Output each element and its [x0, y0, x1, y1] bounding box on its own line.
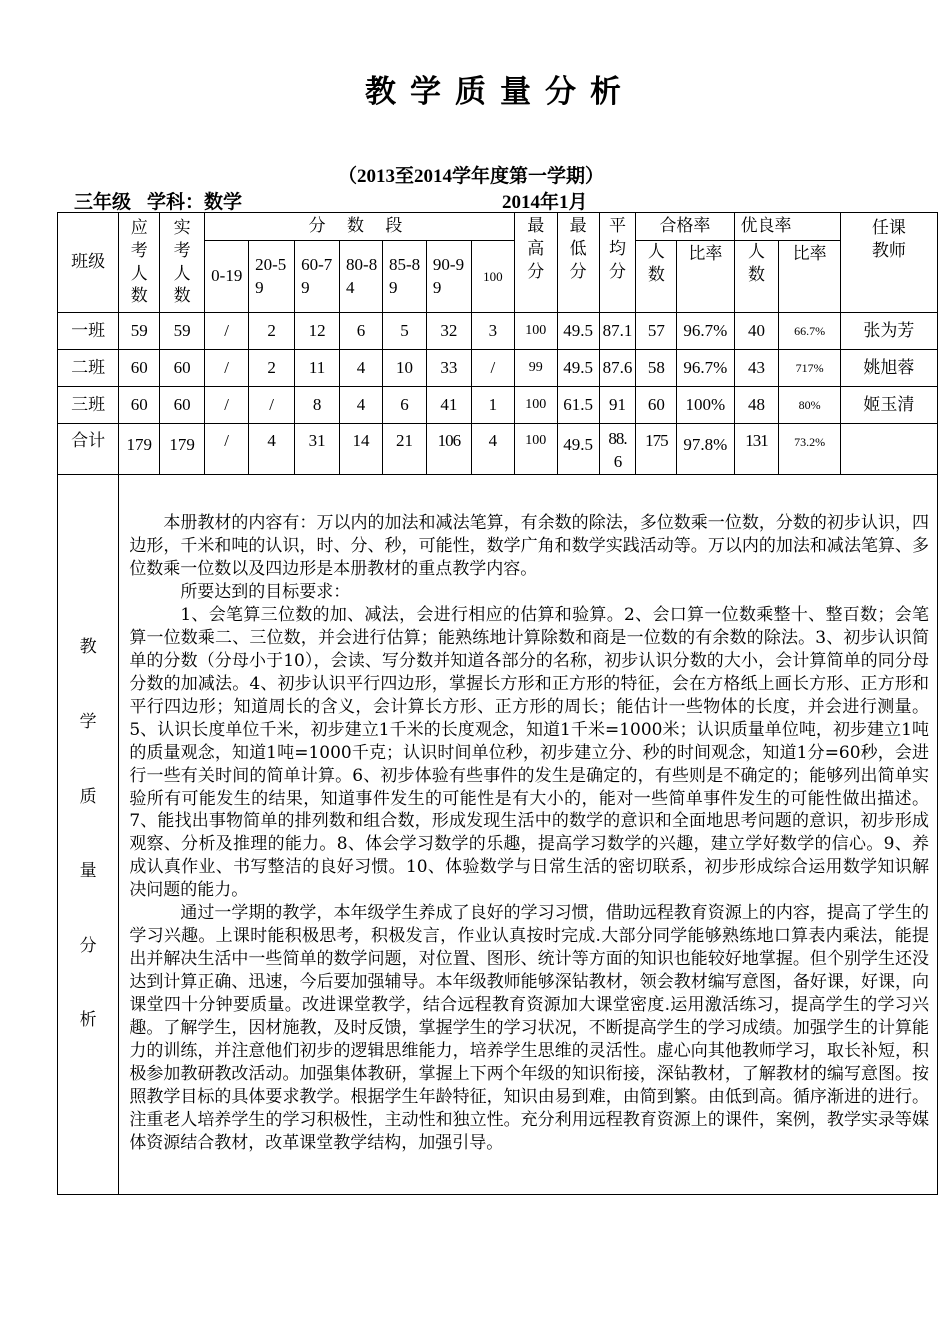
cell-pass-n: 58: [636, 350, 677, 387]
cell-class: 二班: [58, 350, 119, 387]
cell-avg: 87.6: [599, 350, 636, 387]
cell-pass-n: 60: [636, 387, 677, 424]
header-should-take: [119, 213, 160, 313]
header-segments: 分 数 段: [205, 213, 515, 241]
cell-class: 合计: [58, 424, 119, 475]
analysis-body: [119, 474, 938, 1194]
cell-exc-r: 73.2%: [779, 424, 840, 475]
analysis-label-char: 质: [79, 786, 97, 807]
analysis-row: [58, 474, 938, 1194]
segment-90-99: 90-99: [426, 241, 471, 313]
cell-max: 100: [514, 387, 557, 424]
analysis-label-char: 分: [79, 935, 97, 956]
header-pass-ratio: 比率: [677, 241, 734, 313]
cell-teacher: [840, 424, 937, 475]
cell-s1: 2: [249, 350, 295, 387]
cell-s2: 11: [295, 350, 340, 387]
header-min: [557, 213, 599, 313]
segment-80-84: 80-84: [340, 241, 383, 313]
cell-s0: /: [205, 424, 249, 475]
header-teacher: [840, 213, 937, 313]
header-pass-people: [636, 241, 677, 313]
cell-s3: 14: [340, 424, 383, 475]
analysis-label-char: 量: [79, 861, 97, 882]
cell-s2: 31: [295, 424, 340, 475]
cell-exc-r: 717%: [779, 350, 840, 387]
subject-label: 学科：数学: [147, 191, 243, 213]
cell-s4: 6: [382, 387, 426, 424]
header-should-take-text: 应考人数: [130, 217, 148, 307]
header-max: [514, 213, 557, 313]
cell-max: 100: [514, 313, 557, 350]
cell-class: 三班: [58, 387, 119, 424]
cell-exc-n: 40: [734, 313, 779, 350]
cell-s5: 33: [426, 350, 471, 387]
cell-min: 49.5: [557, 313, 599, 350]
segment-20-59: 20-59: [249, 241, 295, 313]
cell-s0: /: [205, 350, 249, 387]
grade-label: 三年级: [74, 191, 132, 213]
page-title: 教学质量分析: [365, 74, 635, 110]
cell-s4: 21: [382, 424, 426, 475]
header-actual-take-text: 实考人数: [173, 217, 191, 307]
cell-s1: 2: [249, 313, 295, 350]
analysis-paragraph: 本册教材的内容有：万以内的加法和减法笔算，有余数的除法，多位数乘一位数，分数的初步认识，四边形，千米和吨的认识，时、分、秒，可能性，数学广角和数学实践活动等。万以内的加法和减法笔算、多位数乘一位数以及四边形是本册教材的重点教学内容。: [129, 513, 929, 580]
header-pass-rate: 合格率: [636, 213, 734, 241]
header-max-text: 最高分: [527, 216, 545, 282]
cell-s6: 1: [471, 387, 514, 424]
table-row: [58, 387, 938, 424]
cell-teacher: 姚旭蓉: [840, 350, 937, 387]
cell-min: 49.5: [557, 350, 599, 387]
semester-subtitle: （2013至2014学年度第一学期）: [338, 166, 605, 187]
grade-subject: [74, 187, 242, 214]
cell-pass-r: 96.7%: [677, 313, 734, 350]
cell-s3: 4: [340, 387, 383, 424]
cell-pass-n: 57: [636, 313, 677, 350]
cell-avg: 91: [599, 387, 636, 424]
cell-should: 179: [119, 424, 160, 475]
header-exc-people: [734, 241, 779, 313]
cell-should: 60: [119, 387, 160, 424]
cell-pass-n: 175: [636, 424, 677, 475]
report-date: 2014年1月: [502, 192, 588, 213]
header-class: 班级: [58, 213, 119, 313]
header-exc-ratio: 比率: [779, 241, 840, 313]
header-min-text: 最低分: [569, 216, 587, 282]
header-avg-text: 平均分: [609, 216, 626, 282]
analysis-label-char: 析: [79, 1010, 97, 1031]
cell-s0: /: [205, 387, 249, 424]
cell-s3: 4: [340, 350, 383, 387]
cell-s6: /: [471, 350, 514, 387]
cell-s0: /: [205, 313, 249, 350]
cell-s4: 10: [382, 350, 426, 387]
table-row: [58, 350, 938, 387]
cell-exc-r: 80%: [779, 387, 840, 424]
cell-s2: 12: [295, 313, 340, 350]
cell-s3: 6: [340, 313, 383, 350]
analysis-paragraph: 通过一学期的教学，本年级学生养成了良好的学习习惯，借助远程教育资源上的内容，提高了学生的学习兴趣。上课时能积极思考，积极发言，作业认真按时完成.大部分同学能够熟练地口算表内乘法，能提出并解决生活中一些简单的数学问题，对位置、图形、统计等方面的知识也能较好地掌握。但个别学生还没达到计算正确、迅速，今后要加强辅导。本年级教师能够深钻教材，领会教材编写意图，备好课，好课，向课堂四十分钟要质量。改进课堂教学，结合远程教育资源加大课堂密度.运用激活练习，提高学生的学习兴趣。了解学生，因材施教，及时反馈，掌握学生的学习状况，不断提高学生的学习成绩。加强学生的计算能力的训练，并注意他们初步的逻辑思维能力，培养学生思维的灵活性。虚心向其他教师学习，取长补短，积极参加教研教改活动。加强集体教研，掌握上下两个年级的知识衔接，深钻教材，了解教材的编写意图。按照教学目标的具体要求教学。根据学生年龄特征，知识由易到难，由简到繁。由低到高。循序渐进的进行。注重老人培养学生的学习积极性，主动性和独立性。充分利用远程教育资源上的课件，案例，教学实录等媒体资源结合教材，改革课堂教学结构，加强引导。: [129, 903, 929, 1153]
cell-actual: 60: [160, 387, 205, 424]
cell-s6: 3: [471, 313, 514, 350]
cell-pass-r: 100%: [677, 387, 734, 424]
cell-s5: 32: [426, 313, 471, 350]
cell-min: 61.5: [557, 387, 599, 424]
cell-s6: 4: [471, 424, 514, 475]
analysis-label-stack: [58, 639, 118, 1029]
header-avg: [599, 213, 636, 313]
cell-actual: 60: [160, 350, 205, 387]
cell-s5: 41: [426, 387, 471, 424]
cell-s4: 5: [382, 313, 426, 350]
quality-table: [57, 212, 938, 1195]
segment-85-89: 85-89: [382, 241, 426, 313]
header-teacher-text: 任课教师: [871, 218, 906, 261]
header-pass-people-text: 人数: [647, 242, 665, 285]
cell-class: 一班: [58, 313, 119, 350]
analysis-paragraph: 1、会笔算三位数的加、减法，会进行相应的估算和验算。2、会口算一位数乘整十、整百数；会笔算一位数乘二、三位数，并会进行估算；能熟练地计算除数和商是一位数的有余数的除法。3、初步认识简单的分数（分母小于10），会读、写分数并知道各部分的名称，初步认识分数的大小，会计算简单的同分母分数的加减法。4、初步认识平行四边形，掌握长方形和正方形的特征，会在方格纸上画长方形、正方形和平行四边形；知道周长的含义，会计算长方形、正方形的周长；能估计一些物体的长度，并会进行测量。5、认识长度单位千米，初步建立1千米的长度观念，知道1千米=1000米；认识质量单位吨，初步建立1吨的质量观念，知道1吨=1000千克；认识时间单位秒，初步建立分、秒的时间观念，知道1分=60秒，会进行一些有关时间的简单计算。6、初步体验有些事件的发生是确定的，有些则是不确定的；能够列出简单实验所有可能发生的结果，知道事件发生的可能性是有大小的，能对一些简单事件发生的可能性做出描述。7、能找出事物简单的排列数和组合数，形成发现生活中的数学的意识和全面地思考问题的意识，初步形成观察、分析及推理的能力。8、体会学习数学的乐趣，提高学习数学的兴趣，建立学好数学的信心。9、养成认真作业、书写整洁的良好习惯。10、体验数学与日常生活的密切联系，初步形成综合运用数学知识解决问题的能力。: [129, 605, 929, 901]
cell-max: 99: [514, 350, 557, 387]
cell-max: 100: [514, 424, 557, 475]
analysis-label: [58, 474, 119, 1194]
cell-teacher: 姬玉清: [840, 387, 937, 424]
cell-actual: 59: [160, 313, 205, 350]
cell-min: 49.5: [557, 424, 599, 475]
cell-exc-r: 66.7%: [779, 313, 840, 350]
cell-s1: 4: [249, 424, 295, 475]
cell-s2: 8: [295, 387, 340, 424]
cell-should: 59: [119, 313, 160, 350]
segment-0-19: 0-19: [205, 241, 249, 313]
cell-actual: 179: [160, 424, 205, 475]
cell-s1: /: [249, 387, 295, 424]
header-excellent-rate: 优良率: [734, 213, 840, 241]
cell-avg: 87.1: [599, 313, 636, 350]
analysis-label-char: 学: [79, 711, 97, 732]
cell-avg: [599, 424, 636, 475]
header-actual-take: [160, 213, 205, 313]
cell-exc-n: 131: [734, 424, 779, 475]
cell-should: 60: [119, 350, 160, 387]
table-row: [58, 424, 938, 475]
cell-teacher: 张为芳: [840, 313, 937, 350]
cell-avg-text: 88.6: [608, 429, 627, 471]
cell-s5: 106: [426, 424, 471, 475]
cell-pass-r: 97.8%: [677, 424, 734, 475]
cell-pass-r: 96.7%: [677, 350, 734, 387]
cell-exc-n: 43: [734, 350, 779, 387]
table-row: [58, 313, 938, 350]
header-exc-people-text: 人数: [747, 242, 765, 285]
segment-60-79: 60-79: [295, 241, 340, 313]
analysis-label-char: 教: [79, 637, 97, 658]
segment-100: 100: [471, 241, 514, 313]
analysis-paragraph: 所要达到的目标要求：: [180, 582, 351, 603]
cell-exc-n: 48: [734, 387, 779, 424]
